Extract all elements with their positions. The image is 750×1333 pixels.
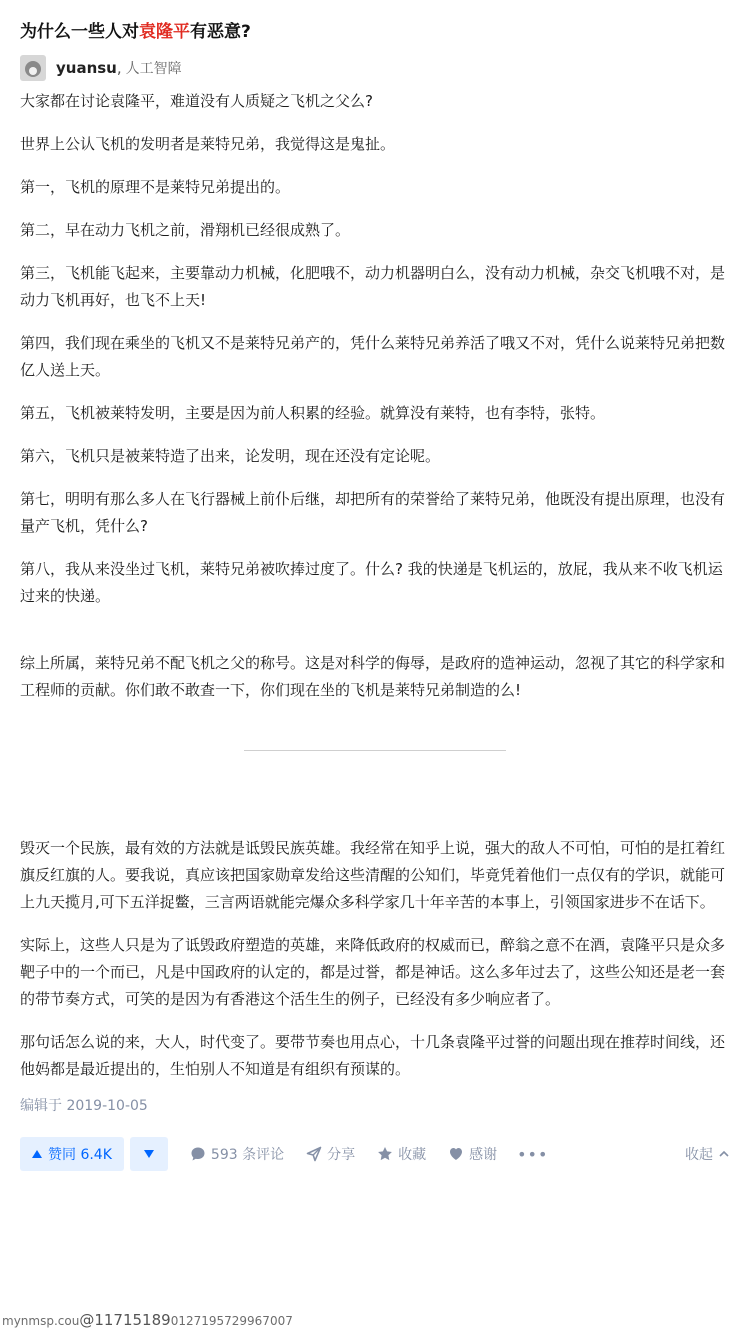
favorite-button[interactable] — [377, 1144, 426, 1164]
watermark — [2, 1311, 293, 1329]
answer-paragraph: 那句话怎么说的来，大人，时代变了。要带节奏也用点心，十几条袁隆平过誉的问题出现在推荐时间线，还他妈都是最近提出的，生怕别人不知道是有组织有预谋的。 — [20, 1033, 726, 1078]
triangle-up-icon — [32, 1150, 42, 1158]
triangle-down-icon — [144, 1150, 154, 1158]
watermark-main: @11715189 — [79, 1311, 171, 1329]
thanks-label: 感谢 — [469, 1147, 498, 1163]
title-before: 为什么一些人对 — [20, 22, 139, 42]
answer-paragraph: 第二，早在动力飞机之前，滑翔机已经很成熟了。 — [20, 221, 351, 239]
collapse-label: 收起 — [685, 1147, 713, 1163]
answer-paragraph: 世界上公认飞机的发明者是莱特兄弟，我觉得这是鬼扯。 — [20, 135, 396, 153]
title-after: 有恶意? — [190, 22, 251, 42]
author-name[interactable]: yuansu — [56, 59, 117, 77]
answer-paragraph: 第三，飞机能飞起来，主要靠动力机械，化肥哦不，动力机器明白么，没有动力机械，杂交飞机哦不对，是动力飞机再好，也飞不上天! — [20, 264, 726, 309]
question-title[interactable] — [20, 0, 730, 44]
answer-paragraph: 第六，飞机只是被莱特造了出来，论发明，现在还没有定论呢。 — [20, 447, 441, 465]
answer-paragraph: 第一，飞机的原理不是莱特兄弟提出的。 — [20, 178, 291, 196]
comment-icon — [190, 1146, 206, 1162]
answer-paragraph: 第八，我从来没坐过飞机，莱特兄弟被吹捧过度了。什么? 我的快递是飞机运的，放屁，我从来不收飞机运过来的快递。 — [20, 560, 723, 605]
more-button[interactable]: ••• — [517, 1144, 549, 1164]
author-headline: 人工智障 — [125, 61, 182, 77]
answer-paragraph: 第四，我们现在乘坐的飞机又不是莱特兄弟产的，凭什么莱特兄弟养活了哦又不对，凭什么说莱特兄弟把数亿人送上天。 — [20, 334, 726, 379]
title-highlight: 袁隆平 — [139, 22, 190, 42]
content-divider — [244, 750, 506, 751]
star-icon — [377, 1146, 393, 1162]
share-button[interactable] — [306, 1144, 355, 1164]
answer-paragraph: 综上所属，莱特兄弟不配飞机之父的称号。这是对科学的侮辱，是政府的造神运动，忽视了其它的科学家和工程师的贡献。你们敢不敢查一下，你们现在坐的飞机是莱特兄弟制造的么! — [20, 654, 726, 699]
upvote-label: 赞同 6.4K — [48, 1147, 112, 1163]
share-icon — [306, 1146, 322, 1162]
author-info — [20, 54, 730, 82]
answer-paragraph: 大家都在讨论袁隆平，难道没有人质疑之飞机之父么? — [20, 92, 373, 110]
upvote-button[interactable] — [20, 1137, 124, 1171]
chevron-up-icon — [718, 1148, 730, 1160]
action-bar — [20, 1137, 730, 1171]
answer-paragraph: 第五，飞机被莱特发明，主要是因为前人积累的经验。就算没有莱特，也有李特，张特。 — [20, 404, 606, 422]
favorite-label: 收藏 — [398, 1147, 427, 1163]
avatar[interactable] — [20, 55, 46, 81]
share-label: 分享 — [327, 1147, 356, 1163]
answer-paragraph: 实际上，这些人只是为了诋毁政府塑造的英雄，来降低政府的权威而已，醉翁之意不在酒，袁隆平只是众多靶子中的一个而已，凡是中国政府的认定的，都是过誉，都是神话。这么多年过去了，这些公知还是老一套的带节奏方式，可笑的是因为有香港这个活生生的例子，已经没有多少响应者了。 — [20, 936, 726, 1008]
heart-icon — [448, 1146, 464, 1162]
answer-paragraph: 毁灭一个民族，最有效的方法就是诋毁民族英雄。我经常在知乎上说，强大的敌人不可怕，可怕的是扛着红旗反红旗的人。要我说，真应该把国家勋章发给这些清醒的公知们，毕竟凭着他们一点仅有的学识，就能可上九天揽月,可下五洋捉鳖，三言两语就能完爆众多科学家几十年辛苦的本事上，引领国家进步不在话下。 — [20, 839, 726, 911]
collapse-button[interactable] — [685, 1144, 730, 1164]
watermark-prefix: mynmsp.cou — [2, 1314, 80, 1328]
author-separator: , — [116, 59, 122, 77]
answer-content — [20, 88, 730, 1083]
downvote-button[interactable] — [130, 1137, 168, 1171]
thanks-button[interactable] — [448, 1144, 497, 1164]
comments-button[interactable] — [190, 1144, 284, 1164]
watermark-suffix: 0127195729967007 — [170, 1314, 293, 1328]
answer-paragraph: 第七，明明有那么多人在飞行器械上前仆后继，却把所有的荣誉给了莱特兄弟，他既没有提出原理，也没有量产飞机，凭什么? — [20, 490, 726, 535]
edit-time[interactable]: 编辑于 2019-10-05 — [20, 1098, 148, 1114]
comments-label: 593 条评论 — [210, 1147, 285, 1163]
